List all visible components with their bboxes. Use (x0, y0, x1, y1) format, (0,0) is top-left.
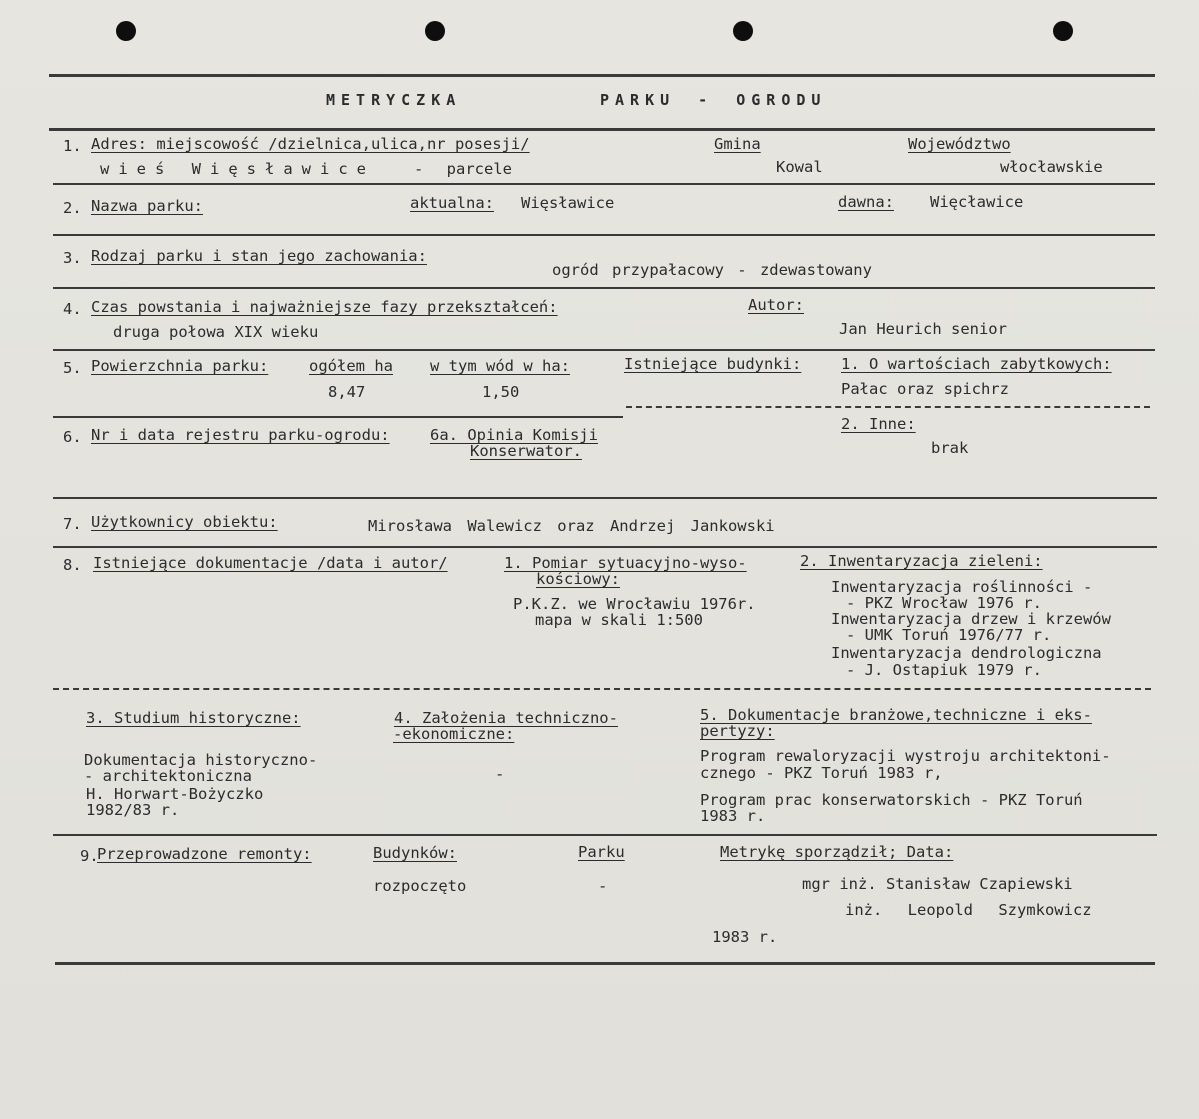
divider-line (53, 287, 1155, 289)
voivodeship-value: włocławskie (1000, 158, 1103, 176)
green-inventory-line: Inwentaryzacja dendrologiczna (831, 644, 1102, 662)
divider-line (49, 128, 1155, 131)
survey-value-2: mapa w skali 1:500 (535, 611, 703, 629)
voivodeship-label: Województwo (908, 135, 1011, 153)
prepared-by-label: Metrykę sporządził; Data: (720, 843, 954, 861)
water-area-value: 1,50 (482, 383, 520, 401)
former-name-value: Więcławice (930, 193, 1024, 211)
section-number: 3. (63, 249, 82, 267)
historical-study-line: H. Horwart-Bożyczko (86, 785, 264, 803)
section-number: 7. (63, 515, 82, 533)
users-value: Mirosława Walewicz oraz Andrzej Jankowski (368, 517, 775, 535)
green-inventory-line: Inwentaryzacja roślinności - (831, 578, 1093, 596)
divider-line (49, 74, 1155, 77)
renovations-buildings-label: Budynków: (373, 844, 457, 862)
technical-assumptions-value: - (495, 765, 505, 783)
current-name-label: aktualna: (410, 194, 494, 212)
park-type-value: ogród przypałacowy - zdewastowany (552, 261, 872, 279)
author-value: Jan Heurich senior (839, 320, 1007, 338)
technical-assumptions-label: 4. Założenia techniczno- (394, 709, 618, 727)
historical-study-label: 3. Studium historyczne: (86, 709, 301, 727)
divider-line (53, 834, 1157, 836)
technical-assumptions-label-2: -ekonomiczne: (393, 725, 515, 743)
historical-study-line: Dokumentacja historyczno- (84, 751, 318, 769)
address-label: Adres: miejscowość /dzielnica,ulica,nr posesji/ (91, 135, 530, 153)
former-name-label: dawna: (838, 193, 894, 211)
park-type-label: Rodzaj parku i stan jego zachowania: (91, 247, 427, 265)
area-label: Powierzchnia parku: (91, 357, 269, 375)
historical-study-line: 1982/83 r. (86, 801, 180, 819)
water-area-label: w tym wód w ha: (430, 357, 570, 375)
form-title-left: METRYCZKA (326, 91, 462, 109)
section-number: 4. (63, 300, 82, 318)
area-total-label: ogółem ha (309, 357, 393, 375)
area-total-value: 8,47 (328, 383, 366, 401)
users-label: Użytkownicy obiektu: (91, 513, 278, 531)
commission-opinion-label-2: Konserwator. (470, 442, 582, 460)
dashed-divider (626, 406, 1150, 408)
punch-hole (116, 21, 136, 41)
existing-buildings-label: Istniejące budynki: (624, 355, 802, 373)
renovations-buildings-value: rozpoczęto (373, 877, 467, 895)
green-inventory-line: - UMK Toruń 1976/77 r. (846, 626, 1052, 644)
branch-documentation-line: Program prac konserwatorskich - PKZ Toruń (700, 791, 1083, 809)
monument-buildings-value: Pałac oraz spichrz (841, 380, 1009, 398)
renovations-park-value: - (598, 877, 608, 895)
renovations-park-label: Parku (578, 843, 625, 861)
section-number: 8. (63, 556, 82, 574)
section-number: 1. (63, 137, 82, 155)
branch-documentation-line: cznego - PKZ Toruń 1983 r, (700, 764, 943, 782)
green-inventory-line: - J. Ostapiuk 1979 r. (846, 661, 1042, 679)
historical-study-line: - architektoniczna (84, 767, 252, 785)
branch-documentation-label: 5. Dokumentacje branżowe,techniczne i eks- (700, 706, 1092, 724)
prepared-date: 1983 r. (712, 928, 778, 946)
section-number: 9. (80, 847, 99, 865)
section-number: 2. (63, 199, 82, 217)
renovations-label: Przeprowadzone remonty: (97, 845, 312, 863)
divider-line (53, 497, 1157, 499)
gmina-value: Kowal (776, 158, 823, 176)
address-location: wieś Więsławice (100, 160, 375, 178)
punch-hole (1053, 21, 1073, 41)
prepared-by-line: mgr inż. Stanisław Czapiewski (802, 875, 1073, 893)
survey-label-2: kościowy: (536, 570, 620, 588)
divider-line (53, 546, 1157, 548)
other-buildings-label: 2. Inne: (841, 415, 916, 433)
punch-hole (425, 21, 445, 41)
gmina-label: Gmina (714, 135, 761, 153)
creation-time-label: Czas powstania i najważniejsze fazy przekształceń: (91, 298, 558, 316)
green-inventory-label: 2. Inwentaryzacja zieleni: (800, 552, 1043, 570)
divider-line (53, 183, 1155, 185)
dashed-divider (53, 688, 1151, 690)
section-number: 6. (63, 428, 82, 446)
prepared-by-line: inż. Leopold Szymkowicz (845, 901, 1092, 919)
current-name-value: Więsławice (521, 194, 615, 212)
green-inventory-line: - PKZ Wrocław 1976 r. (846, 594, 1042, 612)
creation-time-value: druga połowa XIX wieku (113, 323, 319, 341)
survey-value: P.K.Z. we Wrocławiu 1976r. (513, 595, 756, 613)
divider-line (53, 416, 623, 418)
punch-hole (733, 21, 753, 41)
branch-documentation-label-2: pertyzy: (700, 722, 775, 740)
section-number: 5. (63, 359, 82, 377)
documentation-label: Istniejące dokumentacje /data i autor/ (93, 554, 448, 572)
author-label: Autor: (748, 296, 804, 314)
form-title-right: PARKU - OGRODU (600, 91, 827, 109)
branch-documentation-line: Program rewaloryzacji wystroju architektoni- (700, 747, 1111, 765)
green-inventory-line: Inwentaryzacja drzew i krzewów (831, 610, 1111, 628)
park-name-label: Nazwa parku: (91, 197, 203, 215)
address-location-suffix: - parcele (414, 160, 512, 178)
monument-buildings-label: 1. O wartościach zabytkowych: (841, 355, 1112, 373)
other-buildings-value: brak (931, 439, 969, 457)
commission-opinion-label: 6a. Opinia Komisji (430, 426, 598, 444)
survey-label: 1. Pomiar sytuacyjno-wyso- (504, 554, 747, 572)
branch-documentation-line: 1983 r. (700, 807, 766, 825)
divider-line (55, 962, 1155, 965)
register-label: Nr i data rejestru parku-ogrodu: (91, 426, 390, 444)
divider-line (53, 234, 1155, 236)
divider-line (53, 349, 1155, 351)
